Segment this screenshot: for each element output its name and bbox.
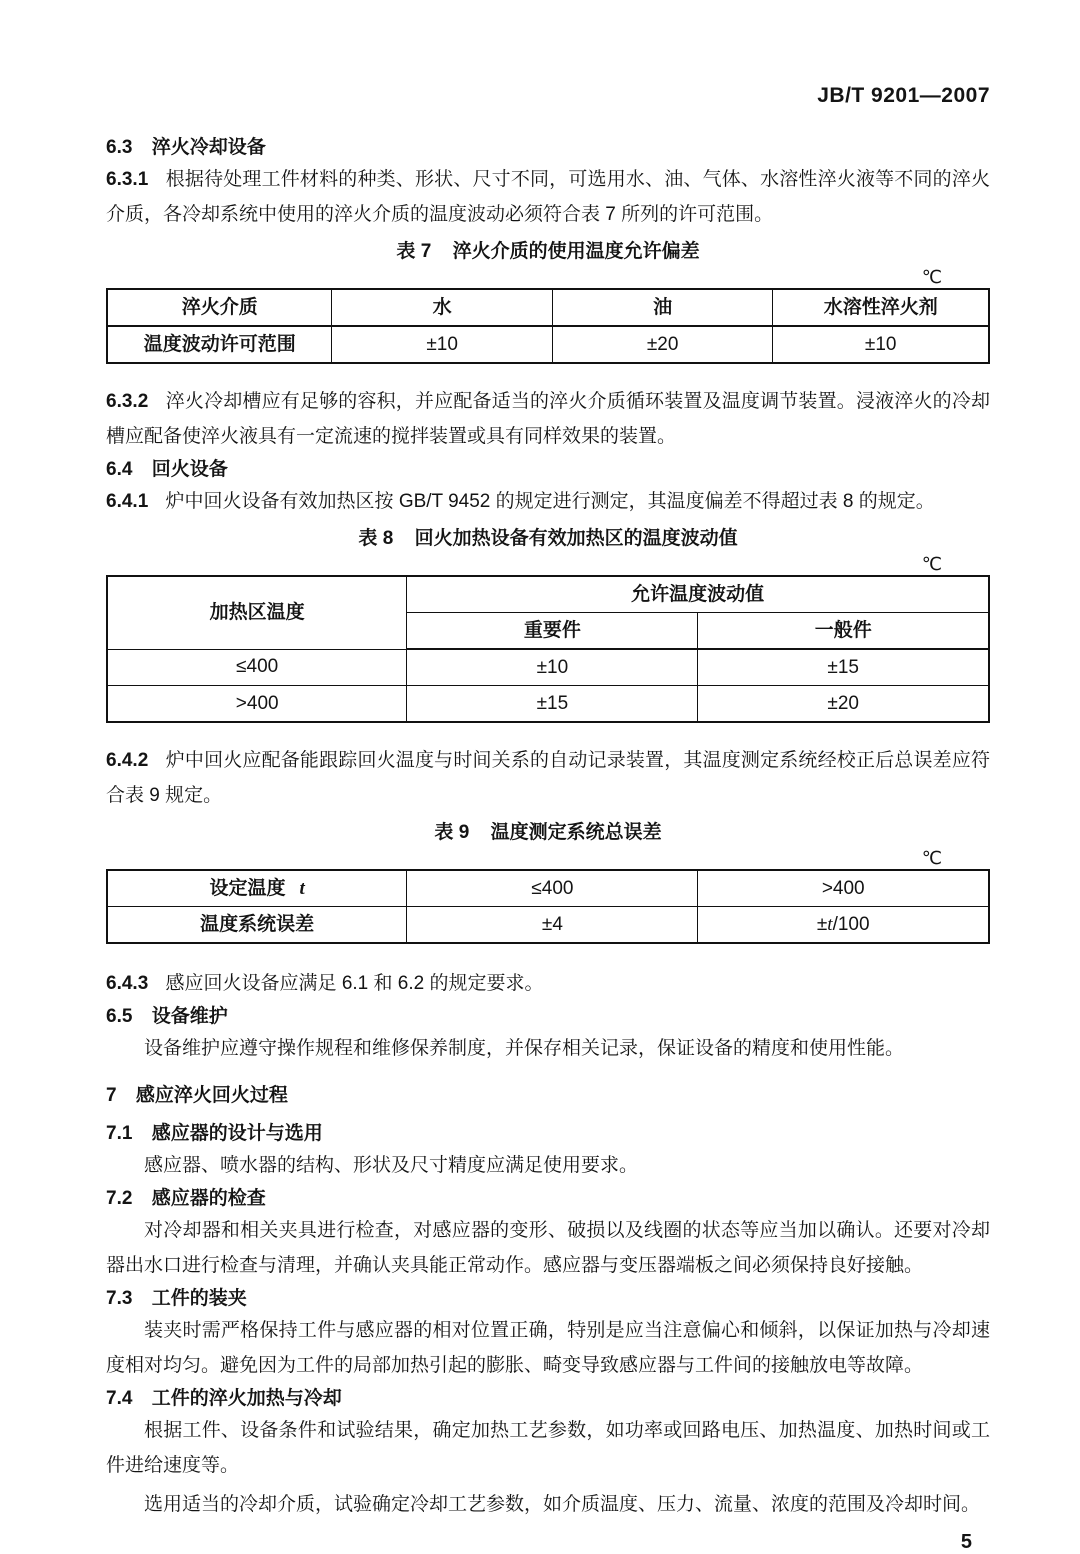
table-8-row-label: ≤400 [107, 649, 407, 686]
table-8-row-label: >400 [107, 686, 407, 723]
table-8 [106, 575, 990, 723]
section-number: 6.4 [106, 459, 133, 480]
table-8-value-cell: ±15 [407, 686, 698, 723]
table-7-caption-label: 表 7 [396, 241, 432, 262]
error-variable: t [827, 913, 833, 935]
chapter-title: 感应淬火回火过程 [135, 1085, 288, 1106]
table-7-caption [106, 238, 990, 266]
table-8-unit-label: ℃ [921, 554, 942, 574]
table-8-value-cell: ±10 [407, 649, 698, 686]
clause-6-3-1 [106, 162, 990, 232]
clause-text: 炉中回火设备有效加热区按 GB/T 9452 的规定进行测定，其温度偏差不得超过表 8 的规定。 [165, 491, 935, 512]
table-7-header-cell: 水 [332, 289, 553, 326]
table-8-group-header: 允许温度波动值 [407, 576, 989, 613]
section-7-1-heading [106, 1120, 990, 1148]
table-9-row-label [107, 870, 407, 907]
clause-6-4-2 [106, 743, 990, 813]
table-7-caption-text: 淬火介质的使用温度允许偏差 [452, 241, 700, 262]
clause-number: 6.4.1 [106, 491, 149, 512]
table-7-unit-label: ℃ [921, 267, 942, 287]
table-7 [106, 288, 990, 364]
clause-number: 6.4.3 [106, 973, 149, 994]
section-number: 7.3 [106, 1288, 133, 1309]
standard-number-header: JB/T 9201—2007 [817, 84, 990, 107]
section-title: 感应器的检查 [151, 1188, 266, 1209]
section-title: 回火设备 [151, 459, 228, 480]
table-7-value-cell: ±10 [332, 326, 553, 363]
clause-7-4-text-2: 选用适当的冷却介质，试验确定冷却工艺参数，如介质温度、压力、流量、浓度的范围及冷却时间。 [144, 1494, 981, 1515]
clause-6-4-3 [106, 966, 990, 1001]
table-9-caption-label: 表 9 [434, 822, 470, 843]
clause-7-1-text: 感应器、喷水器的结构、形状及尺寸精度应满足使用要求。 [144, 1155, 639, 1176]
clause-6-3-2 [106, 384, 990, 454]
table-7-row-label: 温度波动许可范围 [107, 326, 332, 363]
table-9-value-cell: >400 [698, 870, 989, 907]
clause-text: 炉中回火应配备能跟踪回火温度与时间关系的自动记录装置，其温度测定系统经校正后总误差应符合表 9 规定。 [106, 750, 990, 806]
clause-7-3-text: 装夹时需严格保持工件与感应器的相对位置正确，特别是应当注意偏心和倾斜，以保证加热与冷却速度相对均匀。避免因为工件的局部加热引起的膨胀、畸变导致感应器与工件间的接触放电等故障。 [106, 1320, 990, 1376]
table-9-caption [106, 819, 990, 847]
section-7-2-heading [106, 1185, 990, 1213]
section-title: 淬火冷却设备 [151, 137, 266, 158]
table-9-value-cell: ±4 [407, 907, 698, 944]
set-temp-label: 设定温度 [209, 877, 286, 899]
section-title: 设备维护 [151, 1006, 228, 1027]
table-9-value-cell [698, 907, 989, 944]
table-9 [106, 869, 990, 944]
section-number: 7.2 [106, 1188, 133, 1209]
table-9-caption-text: 温度测定系统总误差 [490, 822, 662, 843]
clause-text: 感应回火设备应满足 6.1 和 6.2 的规定要求。 [165, 973, 544, 994]
clause-7-4-text-1: 根据工件、设备条件和试验结果，确定加热工艺参数，如功率或回路电压、加热温度、加热时间或工件进给速度等。 [106, 1420, 990, 1476]
table-7-header-cell: 淬火介质 [107, 289, 332, 326]
section-6-4-heading [106, 456, 990, 484]
chapter-7-heading [106, 1082, 990, 1110]
clause-text: 根据待处理工件材料的种类、形状、尺寸不同，可选用水、油、气体、水溶性淬火液等不同的淬火介质，各冷却系统中使用的淬火介质的温度波动必须符合表 7 所列的许可范围。 [106, 169, 990, 225]
table-7-data-row [107, 326, 989, 363]
section-number: 7.4 [106, 1388, 133, 1409]
table-8-data-row [107, 686, 989, 723]
section-7-3-heading [106, 1285, 990, 1313]
table-8-header-row [107, 576, 989, 613]
table-9-row-label: 温度系统误差 [107, 907, 407, 944]
table-7-value-cell: ±10 [773, 326, 989, 363]
section-title: 感应器的设计与选用 [151, 1123, 323, 1144]
section-number: 7.1 [106, 1123, 133, 1144]
table-8-subheader-cell: 重要件 [407, 613, 698, 650]
clause-7-2-text: 对冷却器和相关夹具进行检查，对感应器的变形、破损以及线圈的状态等应当加以确认。还要对冷却器出水口进行检查与清理，并确认夹具能正常动作。感应器与变压器端板之间必须保持良好接触。 [106, 1220, 990, 1276]
section-number: 6.3 [106, 137, 133, 158]
section-title: 工件的装夹 [151, 1288, 247, 1309]
section-number: 6.5 [106, 1006, 133, 1027]
table-7-value-cell: ±20 [552, 326, 773, 363]
table-7-header-row [107, 289, 989, 326]
table-8-col-header: 加热区温度 [107, 576, 407, 649]
table-8-value-cell: ±20 [698, 686, 989, 723]
section-7-4-heading [106, 1385, 990, 1413]
section-6-3-heading [106, 134, 990, 162]
table-8-subheader-cell: 一般件 [698, 613, 989, 650]
clause-number: 6.3.2 [106, 391, 149, 412]
table-8-caption-label: 表 8 [358, 528, 394, 549]
clause-6-4-1 [106, 484, 990, 519]
page-number: 5 [960, 1531, 972, 1553]
chapter-number: 7 [106, 1085, 117, 1106]
table-9-unit-label: ℃ [921, 848, 942, 868]
error-divisor: /100 [832, 913, 870, 935]
clause-number: 6.4.2 [106, 750, 149, 771]
table-8-caption-text: 回火加热设备有效加热区的温度波动值 [414, 528, 738, 549]
section-6-5-heading [106, 1003, 990, 1031]
clause-number: 6.3.1 [106, 169, 149, 190]
table-9-header-row [107, 870, 989, 907]
set-temp-variable: t [299, 877, 305, 899]
table-8-value-cell: ±15 [698, 649, 989, 686]
table-9-data-row [107, 907, 989, 944]
table-7-header-cell: 水溶性淬火剂 [773, 289, 989, 326]
table-8-caption [106, 525, 990, 553]
section-title: 工件的淬火加热与冷却 [151, 1388, 342, 1409]
table-8-data-row [107, 649, 989, 686]
table-7-header-cell: 油 [552, 289, 773, 326]
clause-text: 淬火冷却槽应有足够的容积，并应配备适当的淬火介质循环装置及温度调节装置。浸液淬火的冷却槽应配备使淬火液具有一定流速的搅拌装置或具有同样效果的装置。 [106, 391, 990, 447]
clause-6-5-text: 设备维护应遵守操作规程和维修保养制度，并保存相关记录，保证设备的精度和使用性能。 [144, 1038, 905, 1059]
plus-minus-sign: ± [816, 913, 828, 935]
table-9-value-cell: ≤400 [407, 870, 698, 907]
